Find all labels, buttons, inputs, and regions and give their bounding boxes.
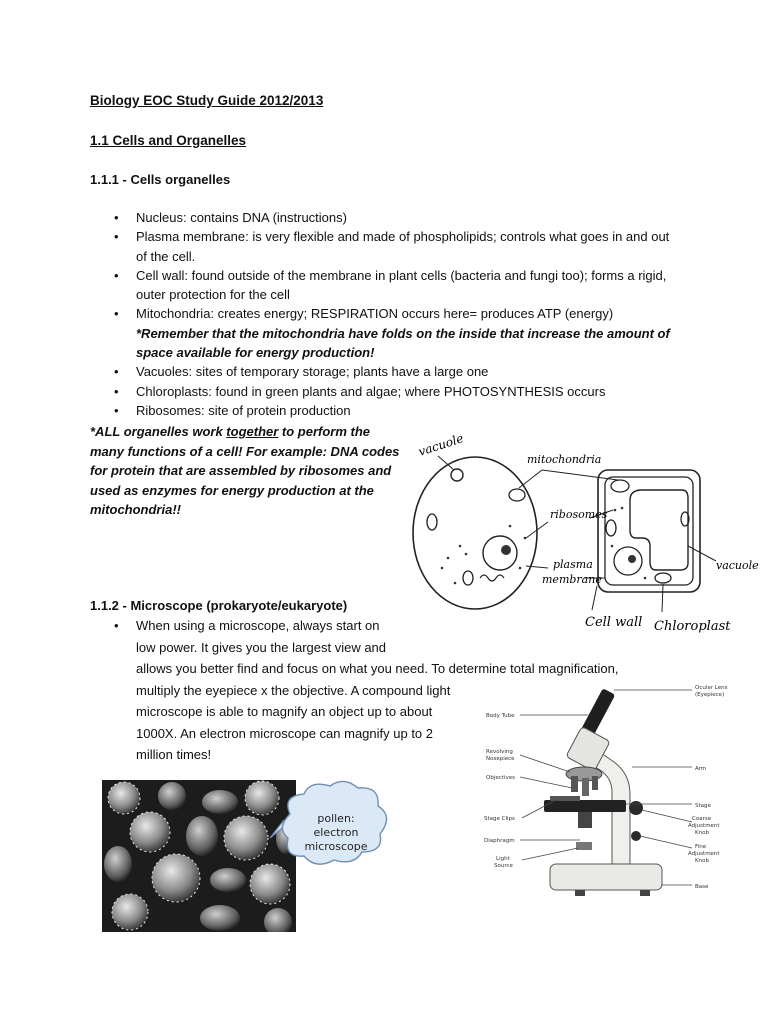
- paragraph-line: • When using a microscope, always start on: [90, 615, 650, 637]
- plant-chloroplast-shape: [655, 573, 671, 583]
- label-fine: Fine: [695, 844, 707, 850]
- microscope-labels: [484, 685, 728, 890]
- subsection-heading-organelles: 1.1.1 - Cells organelles: [90, 172, 231, 187]
- label-chloroplast: Chloroplast: [654, 619, 731, 634]
- label-nosepiece: Nosepiece: [486, 756, 515, 762]
- list-item: • Nucleus: contains DNA (instructions): [90, 208, 680, 227]
- label-ocular: Ocular Lens: [695, 685, 728, 691]
- label-mitochondria: mitochondria: [527, 453, 602, 466]
- mitochondria-note: *Remember that the mitochondria have folds on the inside that increase the amount of space available for energy production!: [136, 325, 670, 361]
- list-item: • Cell wall: found outside of the membrane in plant cells (bacteria and fungi too); forms a rigid, outer protection for the cell: [90, 266, 680, 305]
- animal-mitochondrion-shape: [509, 489, 525, 501]
- label-source: Source: [494, 863, 513, 869]
- label-body-tube: Body Tube: [486, 713, 515, 719]
- microscope-illustration: [544, 688, 662, 896]
- plant-vacuole-shape: [630, 490, 688, 570]
- paragraph-line: 1000X. An electron microscope can magnify up to 2: [136, 725, 434, 741]
- label-membrane: membrane: [542, 573, 602, 586]
- label-coarse-knob: Knob: [695, 830, 709, 836]
- animal-mitochondrion-shape: [427, 514, 437, 530]
- plant-chloroplast-shape: [611, 480, 629, 492]
- cell-diagram: [400, 418, 768, 643]
- list-item: • Mitochondria: creates energy; RESPIRATION occurs here= produces ATP (energy): [90, 304, 680, 323]
- caption-line: electron: [313, 826, 359, 839]
- label-stage-clips: Stage Clips: [484, 816, 515, 822]
- caption-line: microscope: [304, 840, 368, 853]
- pollen-micrograph: [102, 780, 400, 932]
- plant-cell-wall-shape: [598, 470, 700, 592]
- callout-text-end: to perform the many functions of a cell! For example: DNA codes for protein that are assembled by ribosomes and used as enzymes for energy production at the mitochondria!!: [90, 424, 400, 517]
- list-item: • Vacuoles: sites of temporary storage; plants have a large one: [90, 362, 680, 381]
- plant-chloroplast-shape: [606, 520, 616, 536]
- plant-membrane-shape: [605, 477, 693, 585]
- organelle-list: [90, 208, 680, 420]
- paragraph-line: multiply the eyepiece x the objective. A compound light: [136, 682, 451, 698]
- caption-line: pollen:: [317, 812, 355, 825]
- list-item: • Chloroplasts: found in green plants and algae; where PHOTOSYNTHESIS occurs: [90, 382, 680, 401]
- callout-text-start: *ALL organelles work: [90, 424, 227, 439]
- list-item: • Plasma membrane: is very flexible and made of phospholipids; controls what goes in and out of the cell.: [90, 227, 680, 266]
- paragraph-line: allows you better find and focus on what you need. To determine total magnification,: [136, 661, 619, 676]
- microscope-diagram: [480, 682, 748, 922]
- label-light: Light: [496, 856, 510, 862]
- label-plasma: plasma: [553, 558, 593, 571]
- animal-nucleolus-shape: [501, 545, 511, 555]
- label-cell-wall: Cell wall: [585, 615, 643, 630]
- animal-er-shape: [480, 575, 504, 581]
- label-base: Base: [695, 884, 709, 890]
- label-diaphragm: Diaphragm: [484, 838, 515, 844]
- list-item: • Ribosomes: site of protein production: [90, 401, 680, 420]
- diagram-leader-lines: [438, 456, 716, 612]
- label-eyepiece: (Eyepiece): [695, 692, 725, 698]
- label-objectives: Objectives: [486, 775, 515, 781]
- organelles-callout: [90, 422, 402, 520]
- label-fine-adjustment: Adjustment: [688, 851, 720, 857]
- animal-mitochondrion-shape: [463, 571, 473, 585]
- document-title: Biology EOC Study Guide 2012/2013: [90, 93, 324, 108]
- label-stage: Stage: [695, 803, 711, 809]
- animal-cell-outline: [413, 457, 537, 609]
- animal-vacuole-shape: [451, 469, 463, 481]
- label-revolving: Revolving: [486, 749, 513, 755]
- label-fine-knob: Knob: [695, 858, 709, 864]
- plant-nucleolus-shape: [628, 555, 636, 563]
- label-ribosomes: ribosomes: [550, 508, 608, 521]
- label-coarse: Coarse: [692, 816, 712, 822]
- label-vacuole-right: vacuole: [716, 559, 759, 572]
- microscope-leader-lines: [520, 690, 692, 885]
- label-coarse-adjustment: Adjustment: [688, 823, 720, 829]
- label-vacuole-left: vacuole: [416, 431, 466, 459]
- callout-emphasis: together: [226, 424, 279, 439]
- section-heading: 1.1 Cells and Organelles: [90, 133, 247, 148]
- paragraph-line: microscope is able to magnify an object up to about: [136, 704, 433, 719]
- paragraph-line: low power. It gives you the largest view and: [136, 639, 387, 655]
- paragraph-line: million times!: [136, 747, 212, 762]
- plant-nucleus-shape: [614, 547, 642, 575]
- label-arm: Arm: [695, 766, 707, 772]
- subsection-heading-microscope: 1.1.2 - Microscope (prokaryote/eukaryote): [90, 598, 348, 613]
- animal-nucleus-shape: [483, 536, 517, 570]
